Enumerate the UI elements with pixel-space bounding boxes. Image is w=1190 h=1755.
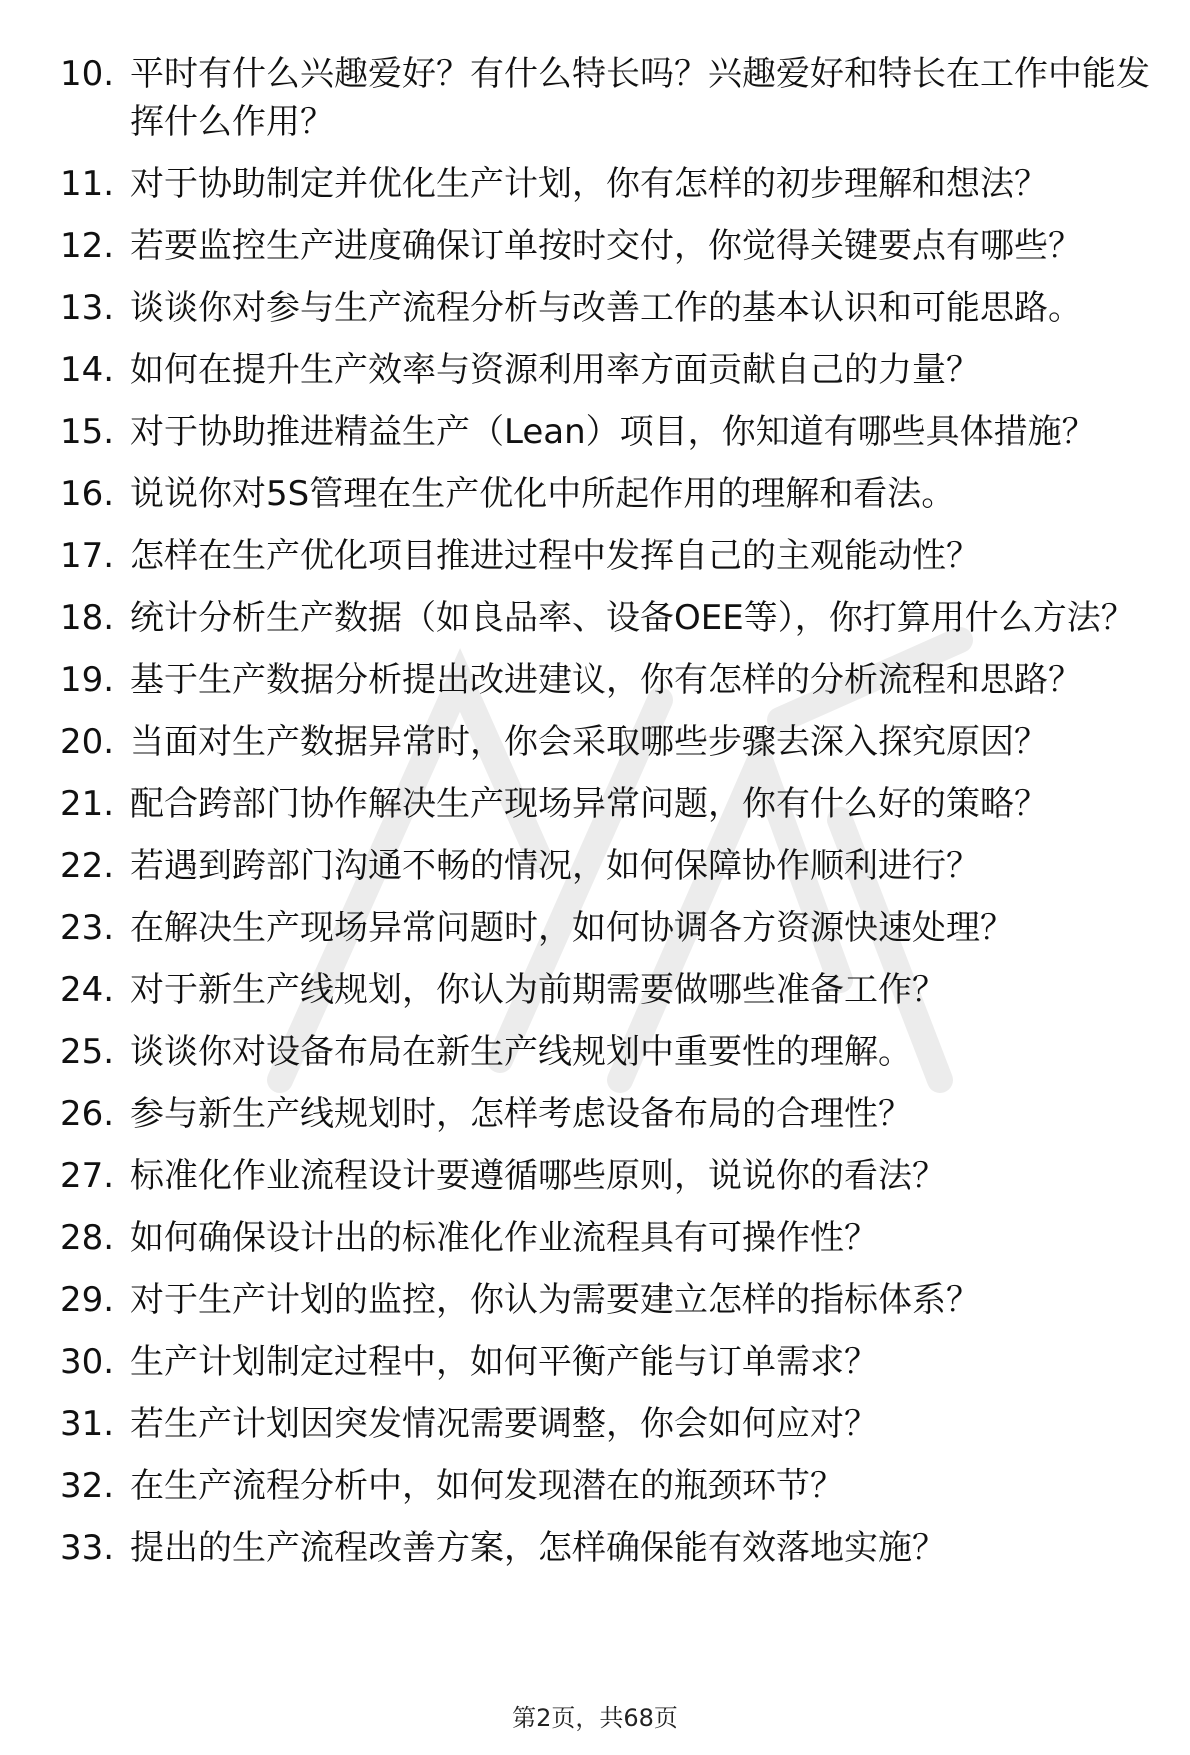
question-text: 提出的生产流程改善方案，怎样确保能有效落地实施？ <box>130 1528 946 1568</box>
question-item <box>60 656 1150 704</box>
question-number: 11. <box>60 164 115 204</box>
question-text: 谈谈你对设备布局在新生产线规划中重要性的理解。 <box>130 1032 912 1072</box>
question-item <box>60 50 1150 146</box>
question-list <box>60 50 1150 1586</box>
question-item <box>60 904 1150 952</box>
question-number: 24. <box>60 970 115 1010</box>
question-text: 怎样在生产优化项目推进过程中发挥自己的主观能动性？ <box>130 536 980 576</box>
question-text: 如何在提升生产效率与资源利用率方面贡献自己的力量？ <box>130 350 980 390</box>
question-item <box>60 1524 1150 1572</box>
question-text: 若遇到跨部门沟通不畅的情况，如何保障协作顺利进行？ <box>130 846 980 886</box>
page-footer: 第2页，共68页 <box>512 1704 678 1732</box>
question-item <box>60 718 1150 766</box>
question-text: 生产计划制定过程中，如何平衡产能与订单需求？ <box>130 1342 878 1382</box>
question-text: 说说你对5S管理在生产优化中所起作用的理解和看法。 <box>130 474 956 514</box>
question-number: 19. <box>60 660 115 700</box>
question-number: 30. <box>60 1342 115 1382</box>
question-item <box>60 470 1150 518</box>
question-number: 32. <box>60 1466 115 1506</box>
question-number: 12. <box>60 226 115 266</box>
question-item <box>60 966 1150 1014</box>
question-text: 当面对生产数据异常时，你会采取哪些步骤去深入探究原因？ <box>130 722 1048 762</box>
question-number: 17. <box>60 536 115 576</box>
question-item <box>60 222 1150 270</box>
question-text: 若要监控生产进度确保订单按时交付，你觉得关键要点有哪些？ <box>130 226 1082 266</box>
question-item <box>60 1152 1150 1200</box>
question-item <box>60 1400 1150 1448</box>
question-number: 13. <box>60 288 115 328</box>
question-item <box>60 842 1150 890</box>
question-number: 22. <box>60 846 115 886</box>
question-item <box>60 594 1150 642</box>
question-number: 28. <box>60 1218 115 1258</box>
question-number: 15. <box>60 412 115 452</box>
question-item <box>60 284 1150 332</box>
question-item <box>60 1214 1150 1262</box>
question-text: 统计分析生产数据（如良品率、设备OEE等），你打算用什么方法？ <box>130 598 1135 638</box>
question-number: 26. <box>60 1094 115 1134</box>
question-text: 参与新生产线规划时，怎样考虑设备布局的合理性？ <box>130 1094 912 1134</box>
question-number: 27. <box>60 1156 115 1196</box>
question-text: 对于生产计划的监控，你认为需要建立怎样的指标体系？ <box>130 1280 980 1320</box>
question-text: 对于协助制定并优化生产计划，你有怎样的初步理解和想法？ <box>130 164 1048 204</box>
question-text: 平时有什么兴趣爱好？有什么特长吗？兴趣爱好和特长在工作中能发挥什么作用？ <box>130 54 1150 142</box>
question-item <box>60 346 1150 394</box>
question-text: 在生产流程分析中，如何发现潜在的瓶颈环节？ <box>130 1466 844 1506</box>
question-text: 在解决生产现场异常问题时，如何协调各方资源快速处理？ <box>130 908 1014 948</box>
question-number: 14. <box>60 350 115 390</box>
question-item <box>60 408 1150 456</box>
question-number: 21. <box>60 784 115 824</box>
question-text: 基于生产数据分析提出改进建议，你有怎样的分析流程和思路？ <box>130 660 1082 700</box>
question-item <box>60 1276 1150 1324</box>
question-number: 31. <box>60 1404 115 1444</box>
question-number: 25. <box>60 1032 115 1072</box>
question-text: 对于新生产线规划，你认为前期需要做哪些准备工作？ <box>130 970 946 1010</box>
question-item <box>60 780 1150 828</box>
question-number: 18. <box>60 598 115 638</box>
question-item <box>60 1462 1150 1510</box>
question-number: 29. <box>60 1280 115 1320</box>
question-text: 如何确保设计出的标准化作业流程具有可操作性？ <box>130 1218 878 1258</box>
question-number: 16. <box>60 474 115 514</box>
question-item <box>60 1090 1150 1138</box>
question-item <box>60 1338 1150 1386</box>
question-item <box>60 160 1150 208</box>
question-text: 谈谈你对参与生产流程分析与改善工作的基本认识和可能思路。 <box>130 288 1082 328</box>
question-text: 标准化作业流程设计要遵循哪些原则，说说你的看法？ <box>130 1156 946 1196</box>
question-number: 20. <box>60 722 115 762</box>
question-number: 10. <box>60 54 115 94</box>
question-text: 对于协助推进精益生产（Lean）项目，你知道有哪些具体措施？ <box>130 412 1096 452</box>
question-text: 若生产计划因突发情况需要调整，你会如何应对？ <box>130 1404 878 1444</box>
question-number: 33. <box>60 1528 115 1568</box>
question-item <box>60 1028 1150 1076</box>
question-text: 配合跨部门协作解决生产现场异常问题，你有什么好的策略？ <box>130 784 1048 824</box>
question-item <box>60 532 1150 580</box>
question-number: 23. <box>60 908 115 948</box>
